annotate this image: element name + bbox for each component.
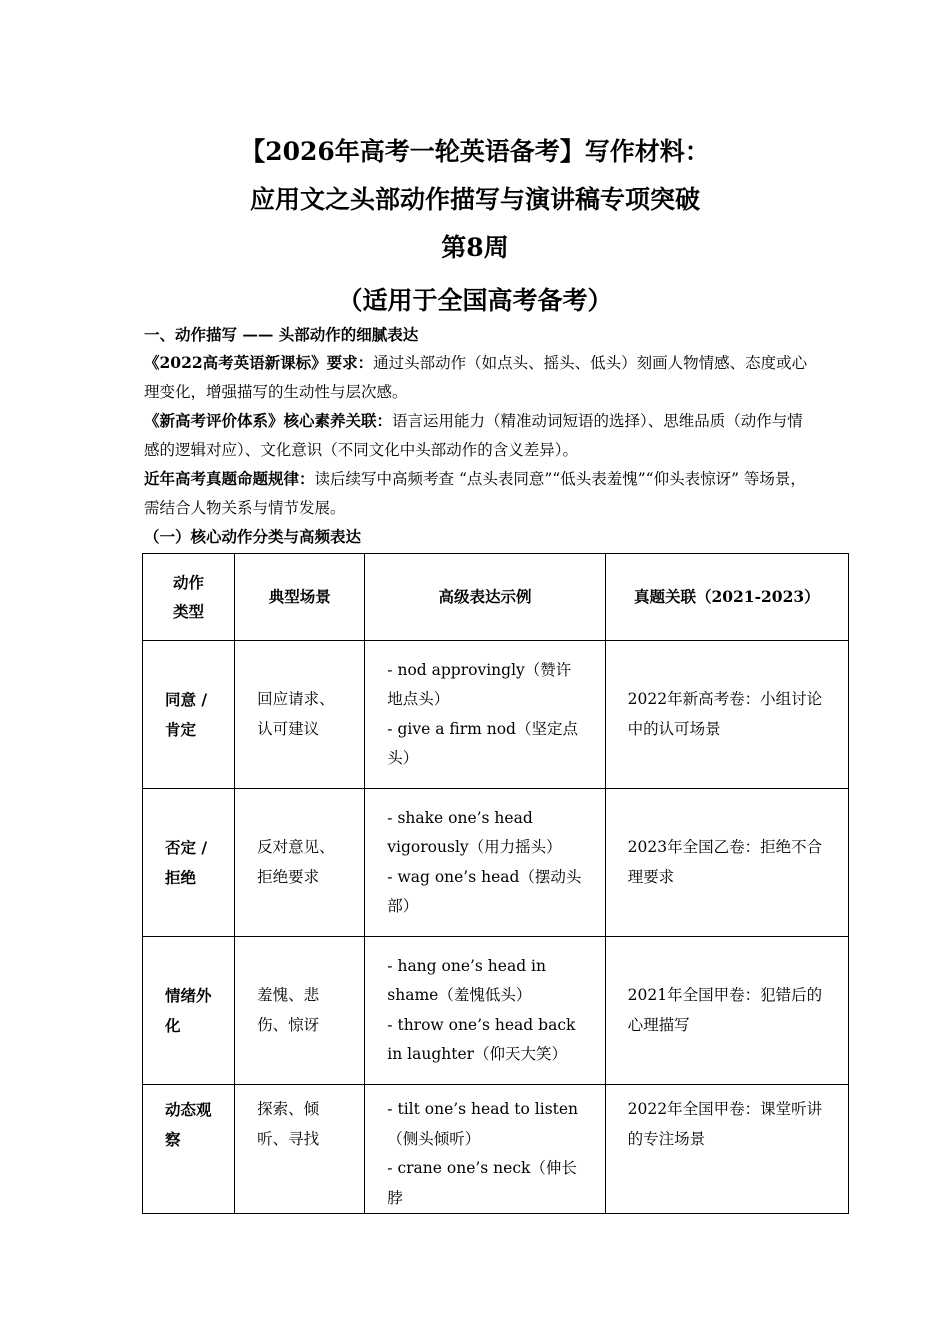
cell-content: 探索、倾听、寻找: [257, 1100, 320, 1148]
table-row: [143, 1085, 849, 1214]
expression-line: - crane one’s neck（伸长脖: [387, 1159, 577, 1207]
cell-exam: 2022年新高考卷：小组讨论中的认可场景: [605, 641, 848, 789]
cell-expression: [365, 789, 605, 937]
requirement-text-2: 语言运用能力（精准动词短语的选择）、思维品质（动作与情感的逻辑对应）、文化意识（不同文化中头部动作的含义差异）。: [144, 412, 803, 459]
expression-line: - wag one’s head（摆动头部）: [387, 867, 582, 915]
table-row: [143, 641, 849, 789]
cell-exam: 2023年全国乙卷：拒绝不合理要求: [605, 789, 848, 937]
requirement-paragraph-3: [144, 464, 816, 523]
cell-scene: 回应请求、认可建议: [235, 641, 365, 789]
cell-action-type: 否定 / 拒绝: [143, 789, 235, 937]
section-heading: 一、动作描写 —— 头部动作的细腻表达: [144, 325, 419, 344]
cell-action-type: 同意 / 肯定: [143, 641, 235, 789]
subsection-heading: （一）核心动作分类与高频表达: [144, 527, 362, 546]
cell-scene: 羞愧、悲伤、惊讶: [235, 937, 365, 1085]
expression-line: - nod approvingly（赞许地点头）: [387, 660, 572, 708]
header-expression: 高级表达示例: [365, 554, 605, 641]
cell-content: 动态观察: [165, 1100, 212, 1149]
table-header-row: [143, 554, 849, 641]
requirement-paragraph-1: [144, 348, 816, 407]
requirement-text-1: 通过头部动作（如点头、摇头、低头）刻画人物情感、态度或心理变化，增强描写的生动性与层次感。: [144, 354, 808, 401]
document-title-line-2: 应用文之头部动作描写与演讲稿专项突破: [249, 185, 700, 214]
expression-line: - hang one’s head in shame（羞愧低头）: [387, 956, 546, 1004]
expression-line: - shake one’s head vigorously（用力摇头）: [387, 808, 562, 856]
requirement-text-3: 读后续写中高频考查 “点头表同意”“低头表羞愧”“仰头表惊讶” 等场景，需结合人物关系与情节发展。: [144, 470, 806, 517]
cell-scene: [235, 1085, 365, 1214]
header-action-type: 动作类型: [143, 554, 235, 641]
cell-expression: [365, 641, 605, 789]
cell-exam: 2021年全国甲卷：犯错后的心理描写: [605, 937, 848, 1085]
cell-content: 2022年全国甲卷：课堂听讲的专注场景: [627, 1100, 823, 1148]
requirement-label-3: 近年高考真题命题规律：: [144, 469, 315, 488]
header-scene: 典型场景: [235, 554, 365, 641]
expression-line: - throw one’s head back in laughter（仰天大笑）: [387, 1015, 576, 1063]
cell-action-type: 情绪外化: [143, 937, 235, 1085]
table-row: [143, 937, 849, 1085]
cell-action-type: [143, 1085, 235, 1214]
document-title-line-1: 【2026年高考一轮英语备考】写作材料：: [240, 137, 710, 166]
document-title-scope: （适用于全国高考备考）: [337, 286, 613, 315]
expression-line: - give a firm nod（坚定点头）: [387, 719, 578, 767]
header-exam: 真题关联（2021-2023）: [605, 554, 848, 641]
expression-line: - tilt one’s head to listen（侧头倾听）: [387, 1100, 579, 1148]
document-title-week: 第8周: [441, 233, 509, 262]
requirement-label-2: 《新高考评价体系》核心素养关联：: [144, 411, 393, 430]
cell-content: [387, 1085, 586, 1213]
requirement-label-1: 《2022高考英语新课标》要求：: [144, 353, 374, 372]
requirement-paragraph-2: [144, 406, 816, 465]
cell-exam: [605, 1085, 848, 1214]
head-action-table: [142, 553, 849, 1214]
cell-scene: 反对意见、拒绝要求: [235, 789, 365, 937]
cell-expression: [365, 1085, 605, 1214]
cell-expression: [365, 937, 605, 1085]
table-row: [143, 789, 849, 937]
